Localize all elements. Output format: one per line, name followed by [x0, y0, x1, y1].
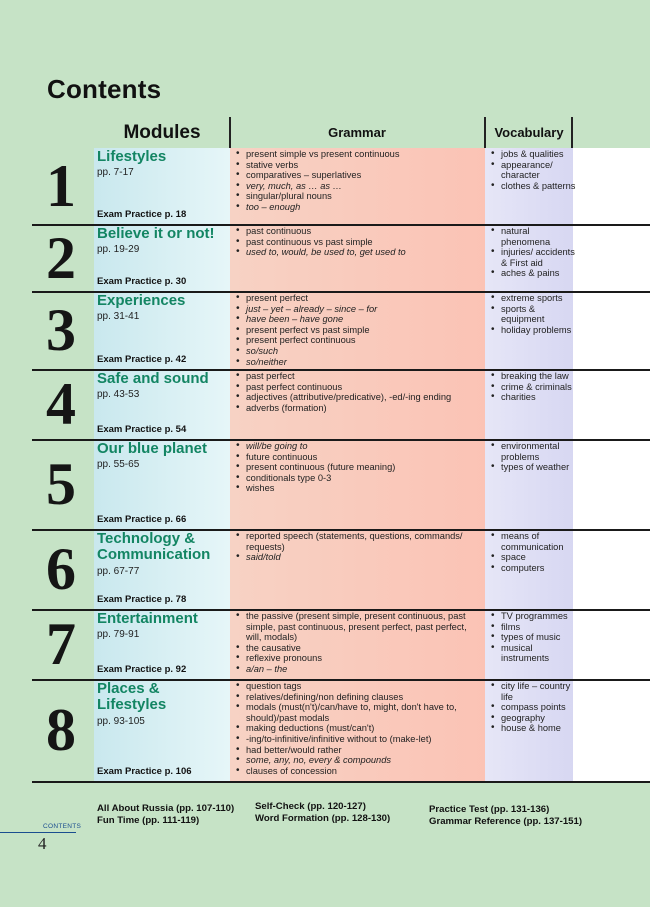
- vocabulary-list: [489, 371, 577, 403]
- grammar-header: Grammar: [232, 118, 482, 148]
- module-title[interactable]: Safe and sound: [97, 370, 209, 387]
- exam-practice[interactable]: Exam Practice p. 18: [97, 209, 187, 220]
- grammar-list: [234, 681, 484, 776]
- grammar-item: • past continuous vs past simple: [234, 237, 484, 248]
- vocabulary-item: • house & home: [489, 723, 577, 734]
- vocabulary-item: • geography: [489, 713, 577, 724]
- vocabulary-header: Vocabulary: [486, 118, 572, 148]
- vocabulary-item: • jobs & qualities: [489, 149, 577, 160]
- modules-header: Modules: [96, 118, 228, 148]
- grammar-item: • -ing/to-infinitive/infinitive without to (make-let): [234, 734, 484, 745]
- module-number: 7: [46, 611, 76, 677]
- vocabulary-item: • injuries/ accidents & First aid: [489, 247, 577, 268]
- footer-link[interactable]: Practice Test (pp. 131-136): [429, 804, 550, 815]
- vocabulary-item: • TV programmes: [489, 611, 577, 622]
- exam-practice[interactable]: Exam Practice p. 66: [97, 514, 187, 525]
- grammar-item: • adjectives (attributive/predicative), -ed/-ing ending: [234, 392, 484, 403]
- module-pages: pp. 7-17: [97, 167, 134, 178]
- grammar-item: • present simple vs present continuous: [234, 149, 484, 160]
- grammar-list: [234, 441, 484, 494]
- vocabulary-item: • space: [489, 552, 577, 563]
- section-rule: [0, 832, 76, 833]
- exam-practice[interactable]: Exam Practice p. 42: [97, 354, 187, 365]
- module-row: [32, 148, 650, 225]
- grammar-item: • too – enough: [234, 202, 484, 213]
- grammar-list: [234, 611, 484, 675]
- footer-link[interactable]: Grammar Reference (pp. 137-151): [429, 815, 583, 827]
- row-divider: [32, 781, 650, 783]
- grammar-item: • conditionals type 0-3: [234, 473, 484, 484]
- footer-link[interactable]: Word Formation (pp. 128-130): [255, 812, 391, 824]
- module-pages: pp. 55-65: [97, 459, 140, 470]
- grammar-item: • the causative: [234, 643, 484, 654]
- header-divider: [571, 117, 573, 149]
- header-divider: [229, 117, 231, 149]
- grammar-item: • will/be going to: [234, 441, 484, 452]
- grammar-item: • past perfect continuous: [234, 382, 484, 393]
- module-number: 1: [46, 152, 76, 219]
- page-title: Contents: [47, 74, 162, 104]
- grammar-item: • present perfect: [234, 293, 484, 304]
- vocabulary-list: [489, 531, 577, 573]
- module-number: 2: [46, 224, 76, 291]
- section-label: CONTENTS: [43, 823, 82, 830]
- grammar-list: [234, 149, 484, 213]
- grammar-item: • adverbs (formation): [234, 403, 484, 414]
- grammar-item: • used to, would, be used to, get used to: [234, 247, 484, 258]
- vocabulary-item: • types of weather: [489, 462, 577, 473]
- grammar-item: • wishes: [234, 483, 484, 494]
- grammar-item: • so/neither: [234, 357, 484, 368]
- grammar-list: [234, 293, 484, 367]
- vocabulary-list: [489, 226, 577, 279]
- module-pages: pp. 31-41: [97, 311, 140, 322]
- grammar-item: • relatives/defining/non defining clauses: [234, 692, 484, 703]
- vocabulary-item: • holiday problems: [489, 325, 577, 336]
- module-row: [32, 225, 650, 292]
- grammar-item: • modals (must(n't)/can/have to, might, don't have to, should)/past modals: [234, 702, 484, 723]
- module-title[interactable]: Our blue planet: [97, 440, 208, 457]
- grammar-item: • so/such: [234, 346, 484, 357]
- module-pages: pp. 93-105: [97, 716, 145, 727]
- module-number: 3: [46, 297, 76, 363]
- module-row: [32, 610, 650, 680]
- vocabulary-list: [489, 441, 577, 473]
- vocabulary-item: • environmental problems: [489, 441, 577, 462]
- grammar-list: [234, 371, 484, 413]
- module-title[interactable]: Technology & Communication: [97, 530, 211, 563]
- grammar-item: • the passive (present simple, present continuous, past simple, past continuous, present perfect, past perfect, will, modals): [234, 611, 484, 643]
- vocabulary-item: • musical instruments: [489, 643, 577, 664]
- vocabulary-list: [489, 681, 577, 734]
- grammar-item: • just – yet – already – since – for: [234, 304, 484, 315]
- module-row: [32, 370, 650, 440]
- module-pages: pp. 67-77: [97, 566, 140, 577]
- grammar-item: • singular/plural nouns: [234, 191, 484, 202]
- exam-practice[interactable]: Exam Practice p. 54: [97, 424, 187, 435]
- grammar-item: • future continuous: [234, 452, 484, 463]
- grammar-item: • present perfect continuous: [234, 335, 484, 346]
- grammar-item: • question tags: [234, 681, 484, 692]
- module-title[interactable]: Entertainment: [97, 610, 198, 627]
- exam-practice[interactable]: Exam Practice p. 92: [97, 664, 187, 675]
- module-pages: pp. 79-91: [97, 629, 140, 640]
- vocabulary-list: [489, 611, 577, 664]
- module-row: [32, 440, 650, 530]
- module-number: 5: [46, 451, 76, 517]
- grammar-item: • very, much, as … as …: [234, 181, 484, 192]
- grammar-item: • stative verbs: [234, 160, 484, 171]
- vocabulary-list: [489, 149, 577, 191]
- grammar-item: • clauses of concession: [234, 766, 484, 777]
- vocabulary-item: • appearance/ character: [489, 160, 577, 181]
- module-row: [32, 680, 650, 782]
- exam-practice[interactable]: Exam Practice p. 30: [97, 276, 187, 287]
- grammar-list: [234, 226, 484, 258]
- footer-link[interactable]: All About Russia (pp. 107-110): [97, 803, 235, 814]
- vocabulary-item: • extreme sports: [489, 293, 577, 304]
- grammar-item: • said/told: [234, 552, 484, 563]
- vocabulary-item: • films: [489, 622, 577, 633]
- vocabulary-item: • computers: [489, 563, 577, 574]
- exam-practice[interactable]: Exam Practice p. 106: [97, 766, 192, 777]
- grammar-item: • making deductions (must/can't): [234, 723, 484, 734]
- module-title[interactable]: Lifestyles: [97, 148, 167, 165]
- vocabulary-item: • means of communication: [489, 531, 577, 552]
- vocabulary-item: • compass points: [489, 702, 577, 713]
- module-row: [32, 292, 650, 370]
- module-number: 4: [46, 371, 76, 437]
- footer-col-1: [97, 803, 234, 826]
- grammar-item: • some, any, no, every & compounds: [234, 755, 484, 766]
- vocabulary-item: • breaking the law: [489, 371, 577, 382]
- vocabulary-item: • charities: [489, 392, 577, 403]
- exam-practice[interactable]: Exam Practice p. 78: [97, 594, 187, 605]
- footer-col-2: [255, 801, 390, 824]
- footer-link[interactable]: Fun Time (pp. 111-119): [97, 814, 200, 826]
- grammar-item: • a/an – the: [234, 664, 484, 675]
- page-number: 4: [38, 834, 47, 853]
- vocabulary-list: [489, 293, 577, 335]
- grammar-item: • had better/would rather: [234, 745, 484, 756]
- module-title[interactable]: Believe it or not!: [97, 225, 215, 242]
- grammar-item: • reported speech (statements, questions, commands/ requests): [234, 531, 484, 552]
- module-number: 6: [46, 536, 76, 602]
- vocabulary-item: • natural phenomena: [489, 226, 577, 247]
- vocabulary-item: • sports & equipment: [489, 304, 577, 325]
- footer-col-3: [429, 804, 582, 827]
- grammar-item: • present perfect vs past simple: [234, 325, 484, 336]
- grammar-item: • reflexive pronouns: [234, 653, 484, 664]
- vocabulary-item: • aches & pains: [489, 268, 577, 279]
- grammar-list: [234, 531, 484, 563]
- vocabulary-item: • city life – country life: [489, 681, 577, 702]
- module-pages: pp. 19-29: [97, 244, 140, 255]
- module-number: 8: [46, 697, 76, 763]
- grammar-item: • have been – have gone: [234, 314, 484, 325]
- module-pages: pp. 43-53: [97, 389, 140, 400]
- vocabulary-item: • crime & criminals: [489, 382, 577, 393]
- grammar-item: • past continuous: [234, 226, 484, 237]
- grammar-item: • comparatives – superlatives: [234, 170, 484, 181]
- module-row: [32, 530, 650, 610]
- grammar-item: • present continuous (future meaning): [234, 462, 484, 473]
- module-title[interactable]: Places & Lifestyles: [97, 680, 167, 713]
- vocabulary-item: • types of music: [489, 632, 577, 643]
- module-title[interactable]: Experiences: [97, 292, 186, 309]
- vocabulary-item: • clothes & patterns: [489, 181, 577, 192]
- grammar-item: • past perfect: [234, 371, 484, 382]
- footer-link[interactable]: Self-Check (pp. 120-127): [255, 801, 366, 812]
